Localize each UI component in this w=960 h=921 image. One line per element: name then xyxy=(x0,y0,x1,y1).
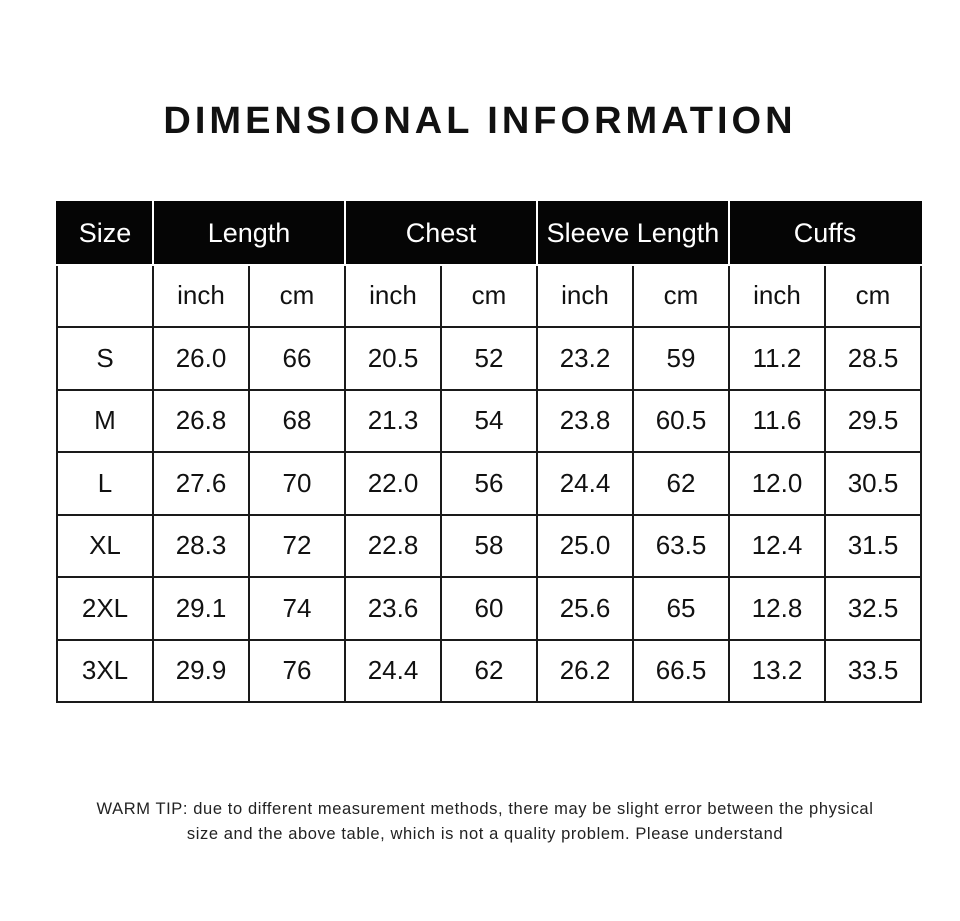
value-cell: 58 xyxy=(441,515,537,578)
value-cell: 66.5 xyxy=(633,640,729,703)
value-cell: 25.6 xyxy=(537,577,633,640)
value-cell: 24.4 xyxy=(345,640,441,703)
value-cell: 29.1 xyxy=(153,577,249,640)
size-cell: M xyxy=(57,390,153,453)
table-row xyxy=(57,327,921,390)
value-cell: 13.2 xyxy=(729,640,825,703)
value-cell: 29.9 xyxy=(153,640,249,703)
value-cell: 54 xyxy=(441,390,537,453)
value-cell: 12.8 xyxy=(729,577,825,640)
value-cell: 26.0 xyxy=(153,327,249,390)
size-chart-table xyxy=(56,201,922,703)
warm-tip xyxy=(40,797,930,847)
value-cell: 31.5 xyxy=(825,515,921,578)
value-cell: 60 xyxy=(441,577,537,640)
value-cell: 20.5 xyxy=(345,327,441,390)
value-cell: 25.0 xyxy=(537,515,633,578)
table-row xyxy=(57,577,921,640)
value-cell: 60.5 xyxy=(633,390,729,453)
value-cell: 74 xyxy=(249,577,345,640)
table-row xyxy=(57,515,921,578)
value-cell: 56 xyxy=(441,452,537,515)
warm-tip-line-1: WARM TIP: due to different measurement methods, there may be slight error between the physical xyxy=(96,800,874,818)
value-cell: 76 xyxy=(249,640,345,703)
page-title: DIMENSIONAL INFORMATION xyxy=(163,100,797,142)
value-cell: 28.3 xyxy=(153,515,249,578)
value-cell: 26.8 xyxy=(153,390,249,453)
value-cell: 23.6 xyxy=(345,577,441,640)
value-cell: 26.2 xyxy=(537,640,633,703)
unit-cell: inch xyxy=(153,265,249,328)
unit-cell: cm xyxy=(249,265,345,328)
table-header-row xyxy=(57,202,921,265)
value-cell: 63.5 xyxy=(633,515,729,578)
value-cell: 72 xyxy=(249,515,345,578)
value-cell: 22.0 xyxy=(345,452,441,515)
value-cell: 32.5 xyxy=(825,577,921,640)
value-cell: 22.8 xyxy=(345,515,441,578)
size-cell: L xyxy=(57,452,153,515)
size-cell: S xyxy=(57,327,153,390)
unit-cell xyxy=(57,265,153,328)
value-cell: 70 xyxy=(249,452,345,515)
table-row xyxy=(57,640,921,703)
unit-cell: cm xyxy=(633,265,729,328)
value-cell: 52 xyxy=(441,327,537,390)
value-cell: 27.6 xyxy=(153,452,249,515)
size-cell: 2XL xyxy=(57,577,153,640)
value-cell: 11.2 xyxy=(729,327,825,390)
value-cell: 29.5 xyxy=(825,390,921,453)
size-cell: XL xyxy=(57,515,153,578)
header-sleeve-length: Sleeve Length xyxy=(537,202,729,265)
warm-tip-line-2: size and the above table, which is not a quality problem. Please understand xyxy=(186,825,784,843)
value-cell: 30.5 xyxy=(825,452,921,515)
value-cell: 11.6 xyxy=(729,390,825,453)
unit-cell: cm xyxy=(441,265,537,328)
value-cell: 33.5 xyxy=(825,640,921,703)
header-cuffs: Cuffs xyxy=(729,202,921,265)
value-cell: 28.5 xyxy=(825,327,921,390)
value-cell: 21.3 xyxy=(345,390,441,453)
unit-cell: inch xyxy=(729,265,825,328)
table-row xyxy=(57,390,921,453)
header-size: Size xyxy=(57,202,153,265)
value-cell: 23.2 xyxy=(537,327,633,390)
units-row xyxy=(57,265,921,328)
table-row xyxy=(57,452,921,515)
value-cell: 23.8 xyxy=(537,390,633,453)
unit-cell: inch xyxy=(537,265,633,328)
size-cell: 3XL xyxy=(57,640,153,703)
header-length: Length xyxy=(153,202,345,265)
header-chest: Chest xyxy=(345,202,537,265)
unit-cell: cm xyxy=(825,265,921,328)
value-cell: 62 xyxy=(441,640,537,703)
value-cell: 65 xyxy=(633,577,729,640)
value-cell: 12.0 xyxy=(729,452,825,515)
value-cell: 24.4 xyxy=(537,452,633,515)
value-cell: 59 xyxy=(633,327,729,390)
value-cell: 62 xyxy=(633,452,729,515)
value-cell: 66 xyxy=(249,327,345,390)
value-cell: 12.4 xyxy=(729,515,825,578)
unit-cell: inch xyxy=(345,265,441,328)
value-cell: 68 xyxy=(249,390,345,453)
